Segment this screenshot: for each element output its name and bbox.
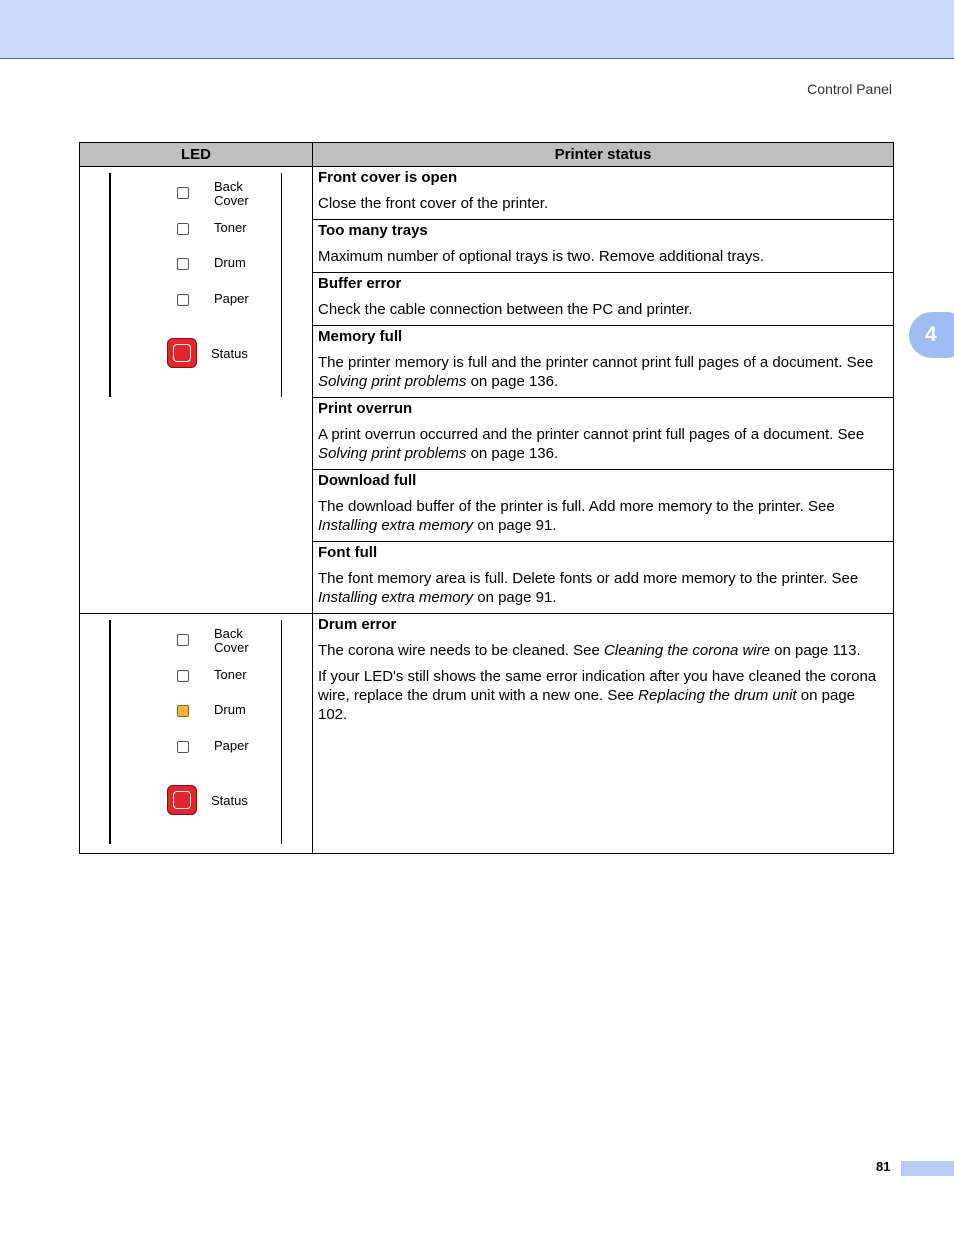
status-title: Buffer error (318, 275, 402, 292)
status-cell (313, 326, 894, 398)
description-text: A print overrun occurred and the printer cannot print full pages of a document. See (318, 426, 865, 443)
status-description (318, 353, 887, 391)
description-text: The download buffer of the printer is full. Add more memory to the printer. See (318, 498, 835, 515)
panel-border-left (109, 620, 111, 844)
status-cell (313, 542, 894, 614)
status-title: Print overrun (318, 400, 413, 417)
table-row (80, 614, 894, 854)
status-description: Maximum number of optional trays is two. Remove additional trays. (318, 248, 765, 265)
status-title: Font full (318, 544, 378, 561)
description-text: The corona wire needs to be cleaned. See (318, 642, 605, 659)
status-description (318, 497, 887, 535)
description-text: on page 91. (473, 589, 557, 606)
toner-led-label: Toner (214, 667, 247, 682)
led-cell (80, 614, 313, 854)
description-text: on page 113. (769, 642, 861, 659)
back-cover-led-label: Back Cover (214, 179, 249, 208)
status-cell (313, 273, 894, 326)
drum-led-icon (177, 705, 189, 717)
status-title: Front cover is open (318, 169, 458, 186)
paper-led-label: Paper (214, 291, 249, 306)
drum-led-label: Drum (214, 255, 246, 270)
column-header-led: LED (80, 143, 313, 167)
toner-led-icon (177, 670, 189, 682)
status-title: Too many trays (318, 222, 428, 239)
header-band (0, 0, 954, 59)
description-text: on page 102. (318, 687, 855, 723)
description-text: The font memory area is full. Delete fonts or add more memory to the printer. See (318, 570, 859, 587)
led-status-table (79, 142, 894, 854)
status-title: Memory full (318, 328, 403, 345)
column-header-printer-status: Printer status (313, 143, 894, 167)
status-description: Check the cable connection between the PC and printer. (318, 301, 693, 318)
status-description: Close the front cover of the printer. (318, 195, 549, 212)
drum-led-label: Drum (214, 702, 246, 717)
drum-led-icon (177, 258, 189, 270)
paper-led-label: Paper (214, 738, 249, 753)
status-description (318, 641, 887, 660)
description-text: If your LED's still shows the same error indication after you have cleaned the corona wire, replace the drum unit with a new one. See (318, 668, 877, 704)
cross-reference-link[interactable]: Replacing the drum unit (638, 687, 797, 704)
table-row (80, 167, 894, 220)
back-cover-led-label: Back Cover (214, 626, 249, 655)
status-cell (313, 614, 894, 854)
status-cell (313, 167, 894, 220)
page-number-tab (901, 1161, 954, 1176)
led-panel-diagram (80, 614, 313, 846)
led-panel-diagram (80, 167, 313, 399)
status-led-inner (173, 344, 191, 362)
table-header-row (80, 143, 894, 167)
panel-border-right (281, 620, 282, 844)
status-led-label: Status (211, 346, 248, 361)
status-description (318, 569, 887, 607)
panel-border-right (281, 173, 282, 397)
cross-reference-link[interactable]: Solving print problems (318, 373, 467, 390)
status-cell (313, 470, 894, 542)
status-description (318, 667, 887, 724)
back-cover-led-icon (177, 187, 189, 199)
section-title: Control Panel (807, 81, 892, 97)
paper-led-icon (177, 294, 189, 306)
back-cover-led-icon (177, 634, 189, 646)
chapter-tab[interactable]: 4 (909, 312, 954, 358)
description-text: The printer memory is full and the printer cannot print full pages of a document. See (318, 354, 874, 371)
description-text: on page 91. (473, 517, 557, 534)
status-title: Download full (318, 472, 417, 489)
status-title: Drum error (318, 616, 397, 633)
toner-led-icon (177, 223, 189, 235)
led-cell (80, 167, 313, 614)
page-number: 81 (876, 1159, 891, 1174)
cross-reference-link[interactable]: Solving print problems (318, 445, 467, 462)
paper-led-icon (177, 741, 189, 753)
status-led-inner (173, 791, 191, 809)
status-led-icon (167, 785, 197, 815)
description-text: on page 136. (466, 445, 559, 462)
cross-reference-link[interactable]: Installing extra memory (318, 517, 474, 534)
status-cell (313, 220, 894, 273)
toner-led-label: Toner (214, 220, 247, 235)
cross-reference-link[interactable]: Installing extra memory (318, 589, 474, 606)
status-description (318, 425, 887, 463)
status-led-icon (167, 338, 197, 368)
status-led-label: Status (211, 793, 248, 808)
description-text: on page 136. (466, 373, 559, 390)
cross-reference-link[interactable]: Cleaning the corona wire (604, 642, 770, 659)
status-cell (313, 398, 894, 470)
panel-border-left (109, 173, 111, 397)
